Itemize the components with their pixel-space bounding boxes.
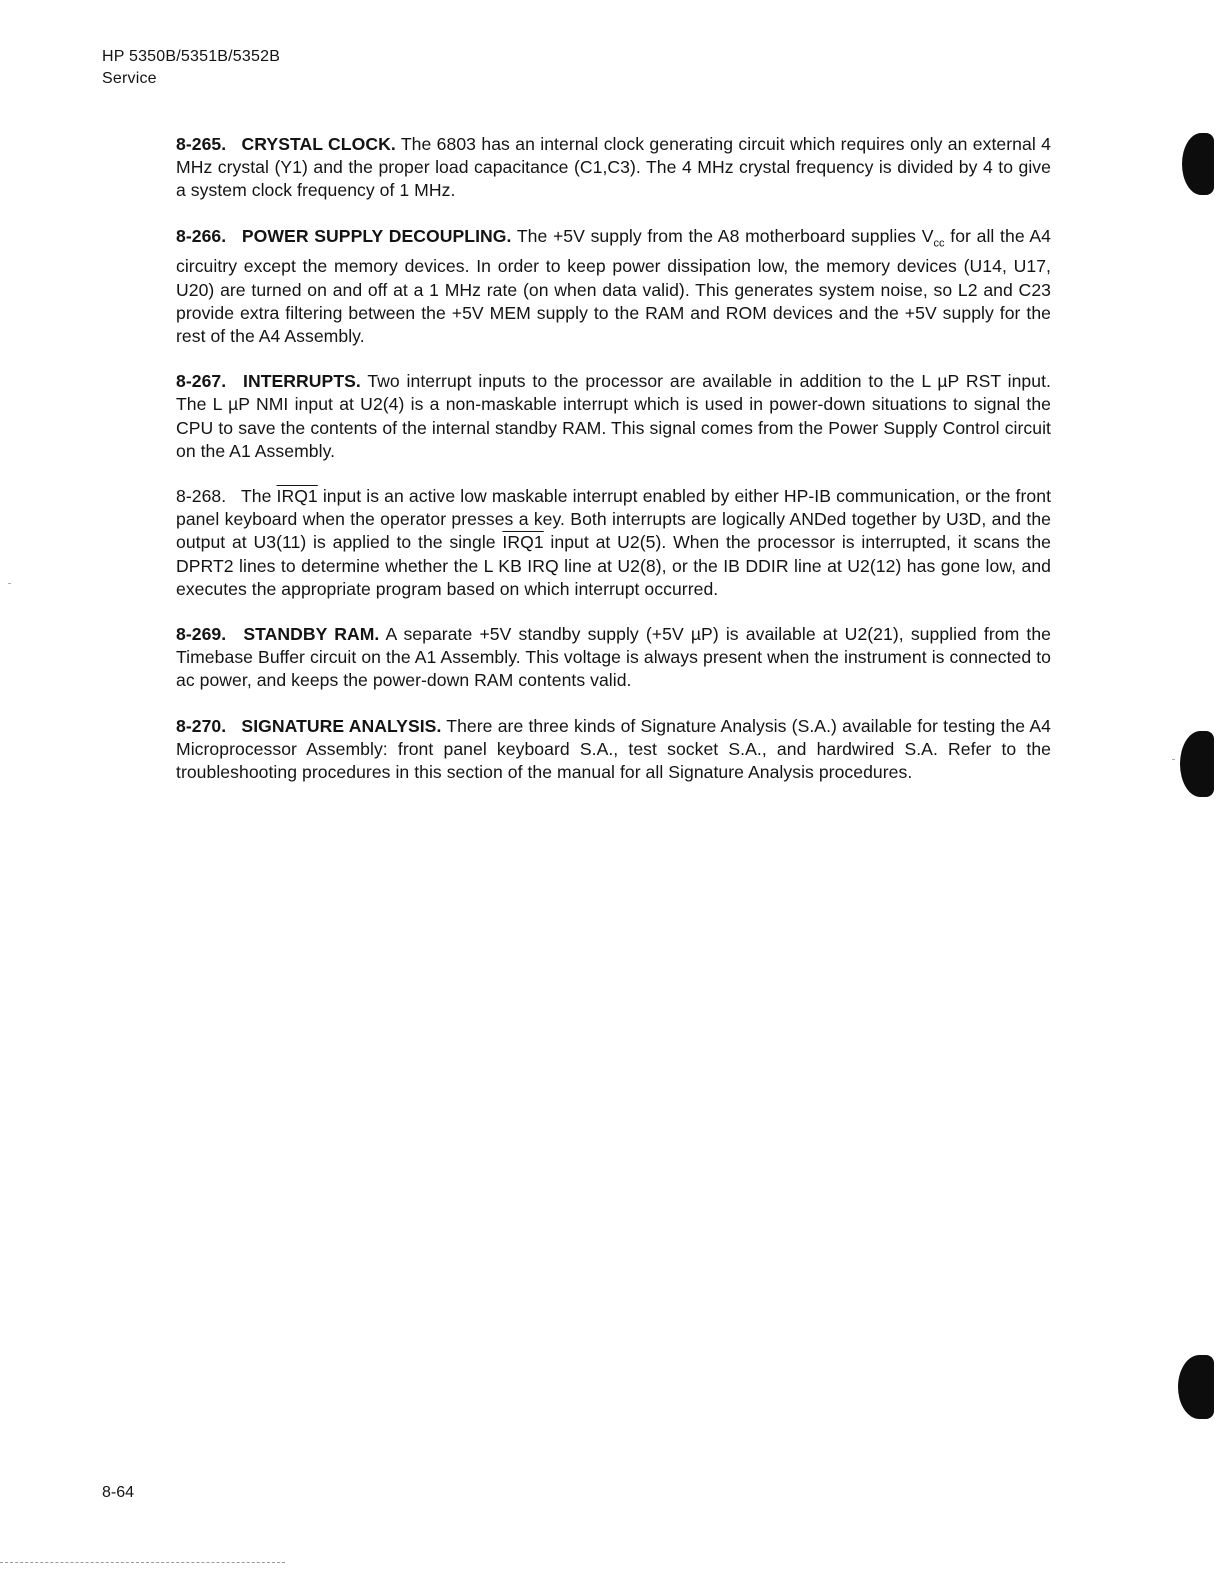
paragraph-number: 8-268. <box>176 485 227 506</box>
page-header <box>102 46 280 90</box>
binder-hole-top <box>1182 133 1214 195</box>
scan-speck <box>1172 759 1175 760</box>
paragraph-title: INTERRUPTS. <box>243 371 361 392</box>
paragraph-number: 8-269. <box>176 623 227 644</box>
paragraph-body: The <box>240 485 277 506</box>
paragraph-8-266 <box>176 225 1051 349</box>
paragraph-body: The 6803 has an internal clock generating circuit which requires only an external 4 MHz crystal (Y1) and the proper load capacitance (C1,C3). The 4 MHz crystal frequency is divided by 4 to give a system clock frequency of 1 MHz. <box>176 134 1051 201</box>
irq1-signal-second: IRQ1 <box>502 532 544 553</box>
binder-hole-middle <box>1180 731 1214 797</box>
binder-hole-bottom <box>1178 1355 1214 1419</box>
page-number: 8-64 <box>102 1484 135 1501</box>
paragraph-title: CRYSTAL CLOCK. <box>241 134 396 154</box>
paragraph-body: A separate +5V standby supply (+5V µP) is available at U2(21), supplied from the Timebase Buffer circuit on the A1 Assembly. This voltage is always present when the instrument is connected to ac power, and keeps the power-down RAM contents valid. <box>176 623 1051 691</box>
paragraph-body: The +5V supply from the A8 motherboard supplies V <box>516 225 934 246</box>
paragraph-title: STANDBY RAM. <box>243 623 380 644</box>
model-number: HP 5350B/5351B/5352B <box>102 48 281 65</box>
paragraph-body: There are three kinds of Signature Analysis (S.A.) available for testing the A4 Microprocessor Assembly: front panel keyboard S.A., test socket S.A., and hardwired S.A. Refer to the troubleshooting procedures in this section of the manual for all Signature Analysis procedures. <box>176 715 1051 782</box>
paragraph-number: 8-270. <box>176 715 227 736</box>
scan-speck <box>8 583 11 584</box>
paragraph-title: SIGNATURE ANALYSIS. <box>241 715 442 736</box>
section-name: Service <box>102 70 157 87</box>
paragraph-number: 8-267. <box>176 371 227 392</box>
subscript-cc: cc <box>933 237 945 250</box>
paragraph-8-269 <box>176 623 1051 693</box>
paragraph-number: 8-265. <box>176 134 227 154</box>
irq1-signal: IRQ1 <box>276 485 318 506</box>
paragraph-body-continued: input is an active low maskable interrupt enabled by either HP-IB communication, or the front panel keyboard when the operator presses a key. Both interrupts are logically ANDed together by U3D, and the output at U3(11) is applied to the single <box>176 485 1052 553</box>
paragraph-number: 8-266. <box>176 225 227 246</box>
footer-rule <box>0 1562 285 1563</box>
paragraph-title: POWER SUPPLY DECOUPLING. <box>241 225 512 246</box>
paragraph-8-270 <box>176 715 1051 785</box>
paragraph-body: Two interrupt inputs to the processor are available in addition to the L µP RST input. The L µP NMI input at U2(4) is a non-maskable interrupt which is used in power-down situations to signal the CPU to save the contents of the internal standby RAM. This signal comes from the Power Supply Control circuit on the A1 Assembly. <box>176 371 1051 461</box>
paragraph-body-continued: for all the A4 circuitry except the memory devices. In order to keep power dissipation low, the memory devices (U14, U17, U20) are turned on and off at a 1 MHz rate (on when data valid). This generates system noise, so L2 and C23 provide extra filtering between the +5V MEM supply to the RAM and ROM devices and the +5V supply for the rest of the A4 Assembly. <box>176 225 1051 346</box>
paragraph-8-265 <box>176 133 1051 203</box>
paragraph-8-268 <box>176 485 1051 601</box>
paragraph-8-267 <box>176 370 1051 463</box>
body-text <box>176 133 1051 806</box>
paragraph-body-end: input at U2(5). When the processor is interrupted, it scans the DPRT2 lines to determine whether the L KB IRQ line at U2(8), or the IB DDIR line at U2(12) has gone low, and executes the appropriate program based on which interrupt occurred. <box>176 532 1051 599</box>
